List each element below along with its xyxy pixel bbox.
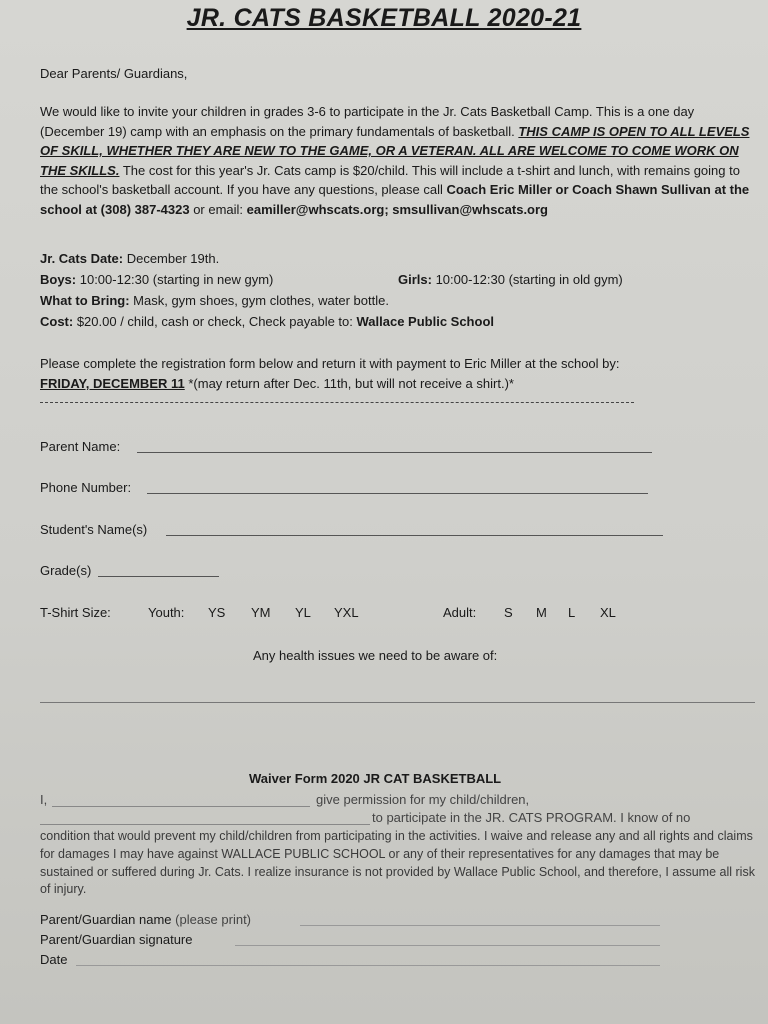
tshirt-label: T-Shirt Size: (40, 605, 111, 620)
guardian-name-label: Parent/Guardian name (please print) (40, 912, 252, 927)
size-option[interactable]: YM (251, 605, 271, 620)
contact-info: Coach Eric Miller or Coach Shawn Sullivan at the school at (308) 387-4323 (40, 182, 750, 217)
page-title: JR. CATS BASKETBALL 2020-21 (186, 4, 582, 32)
intro-text: We would like to invite your children in grades 3-6 to participate in the Jr. Cats Basketball Camp. This is a one day (December 19) camp with an emphasis on the primary fundamentals of basketball. (40, 104, 695, 139)
parent-name-field[interactable] (137, 452, 652, 453)
phone-field[interactable] (147, 493, 648, 494)
date-label: Date (40, 952, 68, 967)
grade-field[interactable] (98, 576, 219, 577)
student-name-label: Student's Name(s) (40, 522, 148, 537)
size-option[interactable]: YXL (334, 605, 359, 620)
student-name-field[interactable] (166, 535, 663, 536)
email-prefix: or email: (189, 201, 247, 217)
grade-label: Grade(s) (40, 563, 92, 578)
what-to-bring: What to Bring: Mask, gym shoes, gym clothes, water bottle. (40, 293, 389, 308)
waiver-name-field[interactable] (52, 806, 310, 807)
waiver-participate: to participate in the JR. CATS PROGRAM. I know of no (372, 810, 691, 825)
guardian-signature-field[interactable] (235, 945, 660, 946)
health-label: Any health issues we need to be aware of: (253, 648, 498, 663)
intro-emphasis: THIS CAMP IS OPEN TO ALL LEVELS OF SKILL, WHETHER THEY ARE NEW TO THE GAME, OR A VETERAN. ALL ARE WELCOME TO COME WORK ON THE SKILLS. (40, 123, 750, 178)
girls-time: Girls: 10:00-12:30 (starting in old gym) (398, 272, 623, 287)
guardian-signature-label: Parent/Guardian signature (40, 932, 193, 947)
cost: Cost: $20.00 / child, cash or check, Check payable to: Wallace Public School (40, 314, 494, 329)
adult-label: Adult: (443, 605, 477, 620)
health-field[interactable] (40, 702, 755, 703)
size-option[interactable]: M (536, 605, 547, 620)
return-instructions: Please complete the registration form below and return it with payment to Eric Miller at the school by: (40, 356, 620, 371)
size-option[interactable]: XL (600, 605, 616, 620)
size-option[interactable]: S (504, 605, 513, 620)
intro-paragraph (40, 102, 752, 219)
cut-line (40, 402, 634, 403)
intro-text-cont: The cost for this year's Jr. Cats camp is $20/child. This will include a t-shirt and lunch, with remains going to the school's basketball account. If you have any questions, please call (40, 162, 740, 197)
youth-label: Youth: (148, 605, 185, 620)
contact-emails: eamiller@whscats.org; smsullivan@whscats.org (246, 201, 548, 217)
size-option[interactable]: YS (208, 605, 226, 620)
date-field[interactable] (76, 965, 660, 966)
phone-label: Phone Number: (40, 480, 132, 495)
boys-time: Boys: 10:00-12:30 (starting in new gym) (40, 272, 274, 287)
waiver-child-field[interactable] (40, 824, 370, 825)
waiver-body: condition that would prevent my child/children from participating in the activities. I waive and release any and all rights and claims for damages I may have against WALLACE PUBLIC SCHOOL or any of their representatives for any damages that may be sustained or suffered during Jr. Cats. I realize insurance is not provided by Wallace Public School, and therefore, I assume all risk of injury. (40, 829, 755, 897)
parent-name-label: Parent Name: (40, 439, 121, 454)
greeting: Dear Parents/ Guardians, (40, 66, 188, 81)
deadline: FRIDAY, DECEMBER 11 *(may return after Dec. 11th, but will not receive a shirt.)* (40, 376, 514, 391)
size-option[interactable]: L (568, 605, 576, 620)
size-option[interactable]: YL (295, 605, 311, 620)
waiver-i: I, (40, 792, 48, 807)
waiver-title: Waiver Form 2020 JR CAT BASKETBALL (249, 771, 502, 786)
guardian-name-field[interactable] (300, 925, 660, 926)
waiver-permission: give permission for my child/children, (316, 792, 530, 807)
camp-date: Jr. Cats Date: December 19th. (40, 251, 220, 266)
